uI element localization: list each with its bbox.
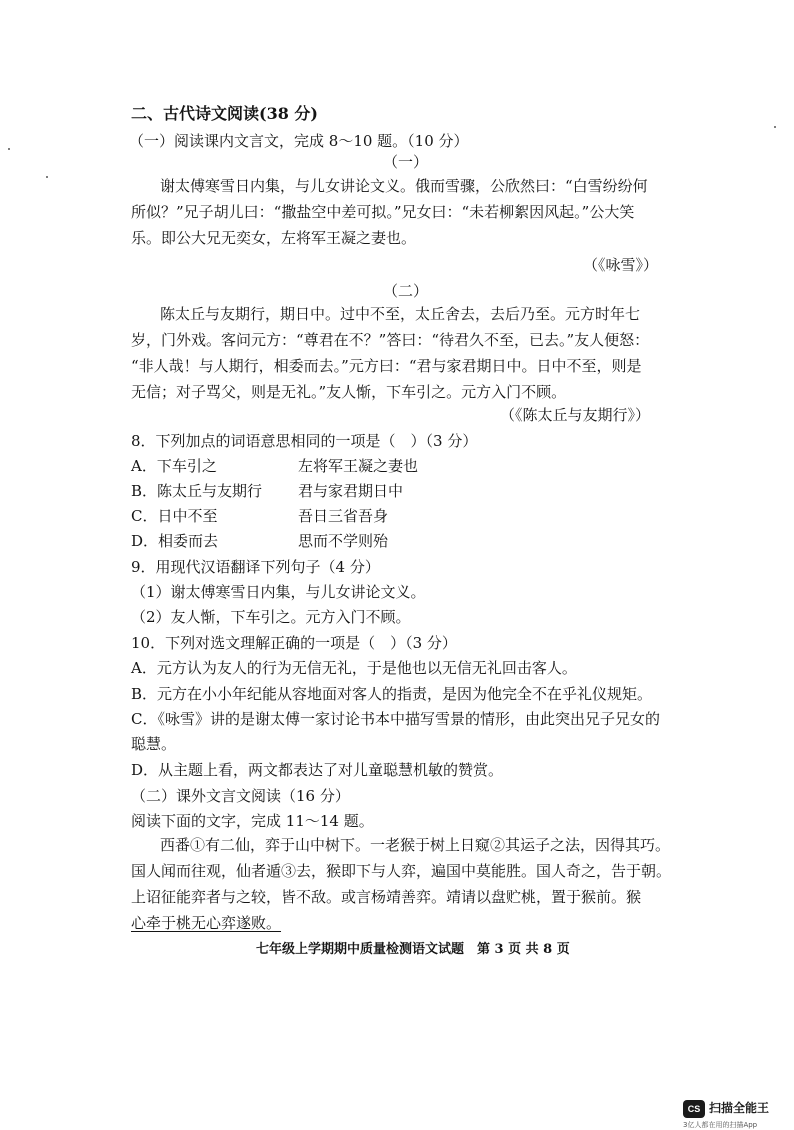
passage2-marker: （二） [383,282,429,300]
q10-stem: 10．下列对选文理解正确的一项是（ ）（3 分） [131,634,457,652]
q10-option: A．元方认为友人的行为无信无礼，于是他也以无信无礼回击客人。 [131,659,577,677]
q9-item: （2）友人惭，下车引之。元方入门不顾。 [131,608,411,626]
q8-option-a: A．下车引之 [131,457,217,475]
q9-item: （1）谢太傅寒雪日内集，与儿女讲论文义。 [131,583,426,601]
passage2-line: 陈太丘与友期行，期日中。过中不至，太丘舍去，去后乃至。元方时年七 [160,305,641,323]
part2-line: 国人闻而往观，仙者遁③去，猴即下与人弈，遍国中莫能胜。国人奇之，告于朝。 [131,862,672,880]
q8-option-b-pair: 君与家君期日中 [298,482,404,500]
passage1-line: 乐。即公大兄无奕女，左将军王凝之妻也。 [131,229,417,247]
q9-stem: 9．用现代汉语翻译下列句子（4 分） [131,558,380,576]
q10-option: C．《咏雪》讲的是谢太傅一家讨论书本中描写雪景的情形，由此突出兄子兄女的 [131,710,660,728]
q8-stem: 8．下列加点的词语意思相同的一项是（ ）（3 分） [131,432,478,450]
passage2-line: 无信；对子骂父，则是无礼。”友人惭，下车引之。元方入门不顾。 [131,383,567,401]
q8-option-a-pair: 左将军王凝之妻也 [298,457,419,475]
q8-option-d-pair: 思而不学则殆 [298,532,389,550]
page-footer: 七年级上学期期中质量检测语文试题 第 3 页 共 8 页 [256,942,570,957]
scanner-watermark [683,1100,793,1129]
part2-title: （二）课外文言文阅读（16 分） [131,787,350,805]
watermark-subtitle: 3亿人都在用的扫描App [683,1121,758,1129]
q10-option-continued: 聪慧。 [131,735,177,753]
passage2-line: 岁，门外戏。客问元方：“尊君在不？”答曰：“待君久不至，已去。”友人便怒： [131,331,650,349]
passage1-line: 谢太傅寒雪日内集，与儿女讲论文义。俄而雪骤，公欣然曰：“白雪纷纷何 [160,177,648,195]
q8-option-c-pair: 吾日三省吾身 [298,507,389,525]
scan-speck [774,126,776,128]
section-title: 二、古代诗文阅读(38 分) [131,104,318,123]
passage1-marker: （一） [383,153,429,171]
scan-speck [8,148,10,150]
part2-intro: 阅读下面的文字，完成 11～14 题。 [131,812,374,830]
part1-intro: （一）阅读课内文言文，完成 8～10 题。（10 分） [129,132,469,150]
q10-option: D．从主题上看，两文都表达了对儿童聪慧机敏的赞赏。 [131,761,504,779]
scan-speck [46,176,48,178]
part2-line: 西番①有二仙，弈于山中树下。一老猴于树上日窥②其运子之法，因得其巧。 [160,836,671,854]
watermark-name: 扫描全能王 [709,1101,770,1115]
camscanner-logo-icon: CS [683,1100,705,1118]
q8-option-c: C．日中不至 [131,507,218,525]
part2-line: 上诏征能弈者与之较，皆不敌。或言杨靖善弈。靖请以盘贮桃，置于猴前。猴 [131,888,642,906]
q8-option-d: D．相委而去 [131,532,219,550]
q8-option-b: B．陈太丘与友期行 [131,482,263,500]
passage1-source: （《咏雪》） [583,256,659,274]
passage2-line: “非人哉！与人期行，相委而去。”元方曰：“君与家君期日中。日中不至，则是 [131,357,642,375]
passage2-source: （《陈太丘与友期行》） [500,406,651,424]
part2-line-underlined: 心牵于桃无心弈遂败。 [131,914,282,932]
passage1-line: 所似？”兄子胡儿曰：“撒盐空中差可拟。”兄女曰：“未若柳絮因风起。”公大笑 [131,203,635,221]
q10-option: B．元方在小小年纪能从容地面对客人的指责，是因为他完全不在乎礼仪规矩。 [131,685,653,703]
